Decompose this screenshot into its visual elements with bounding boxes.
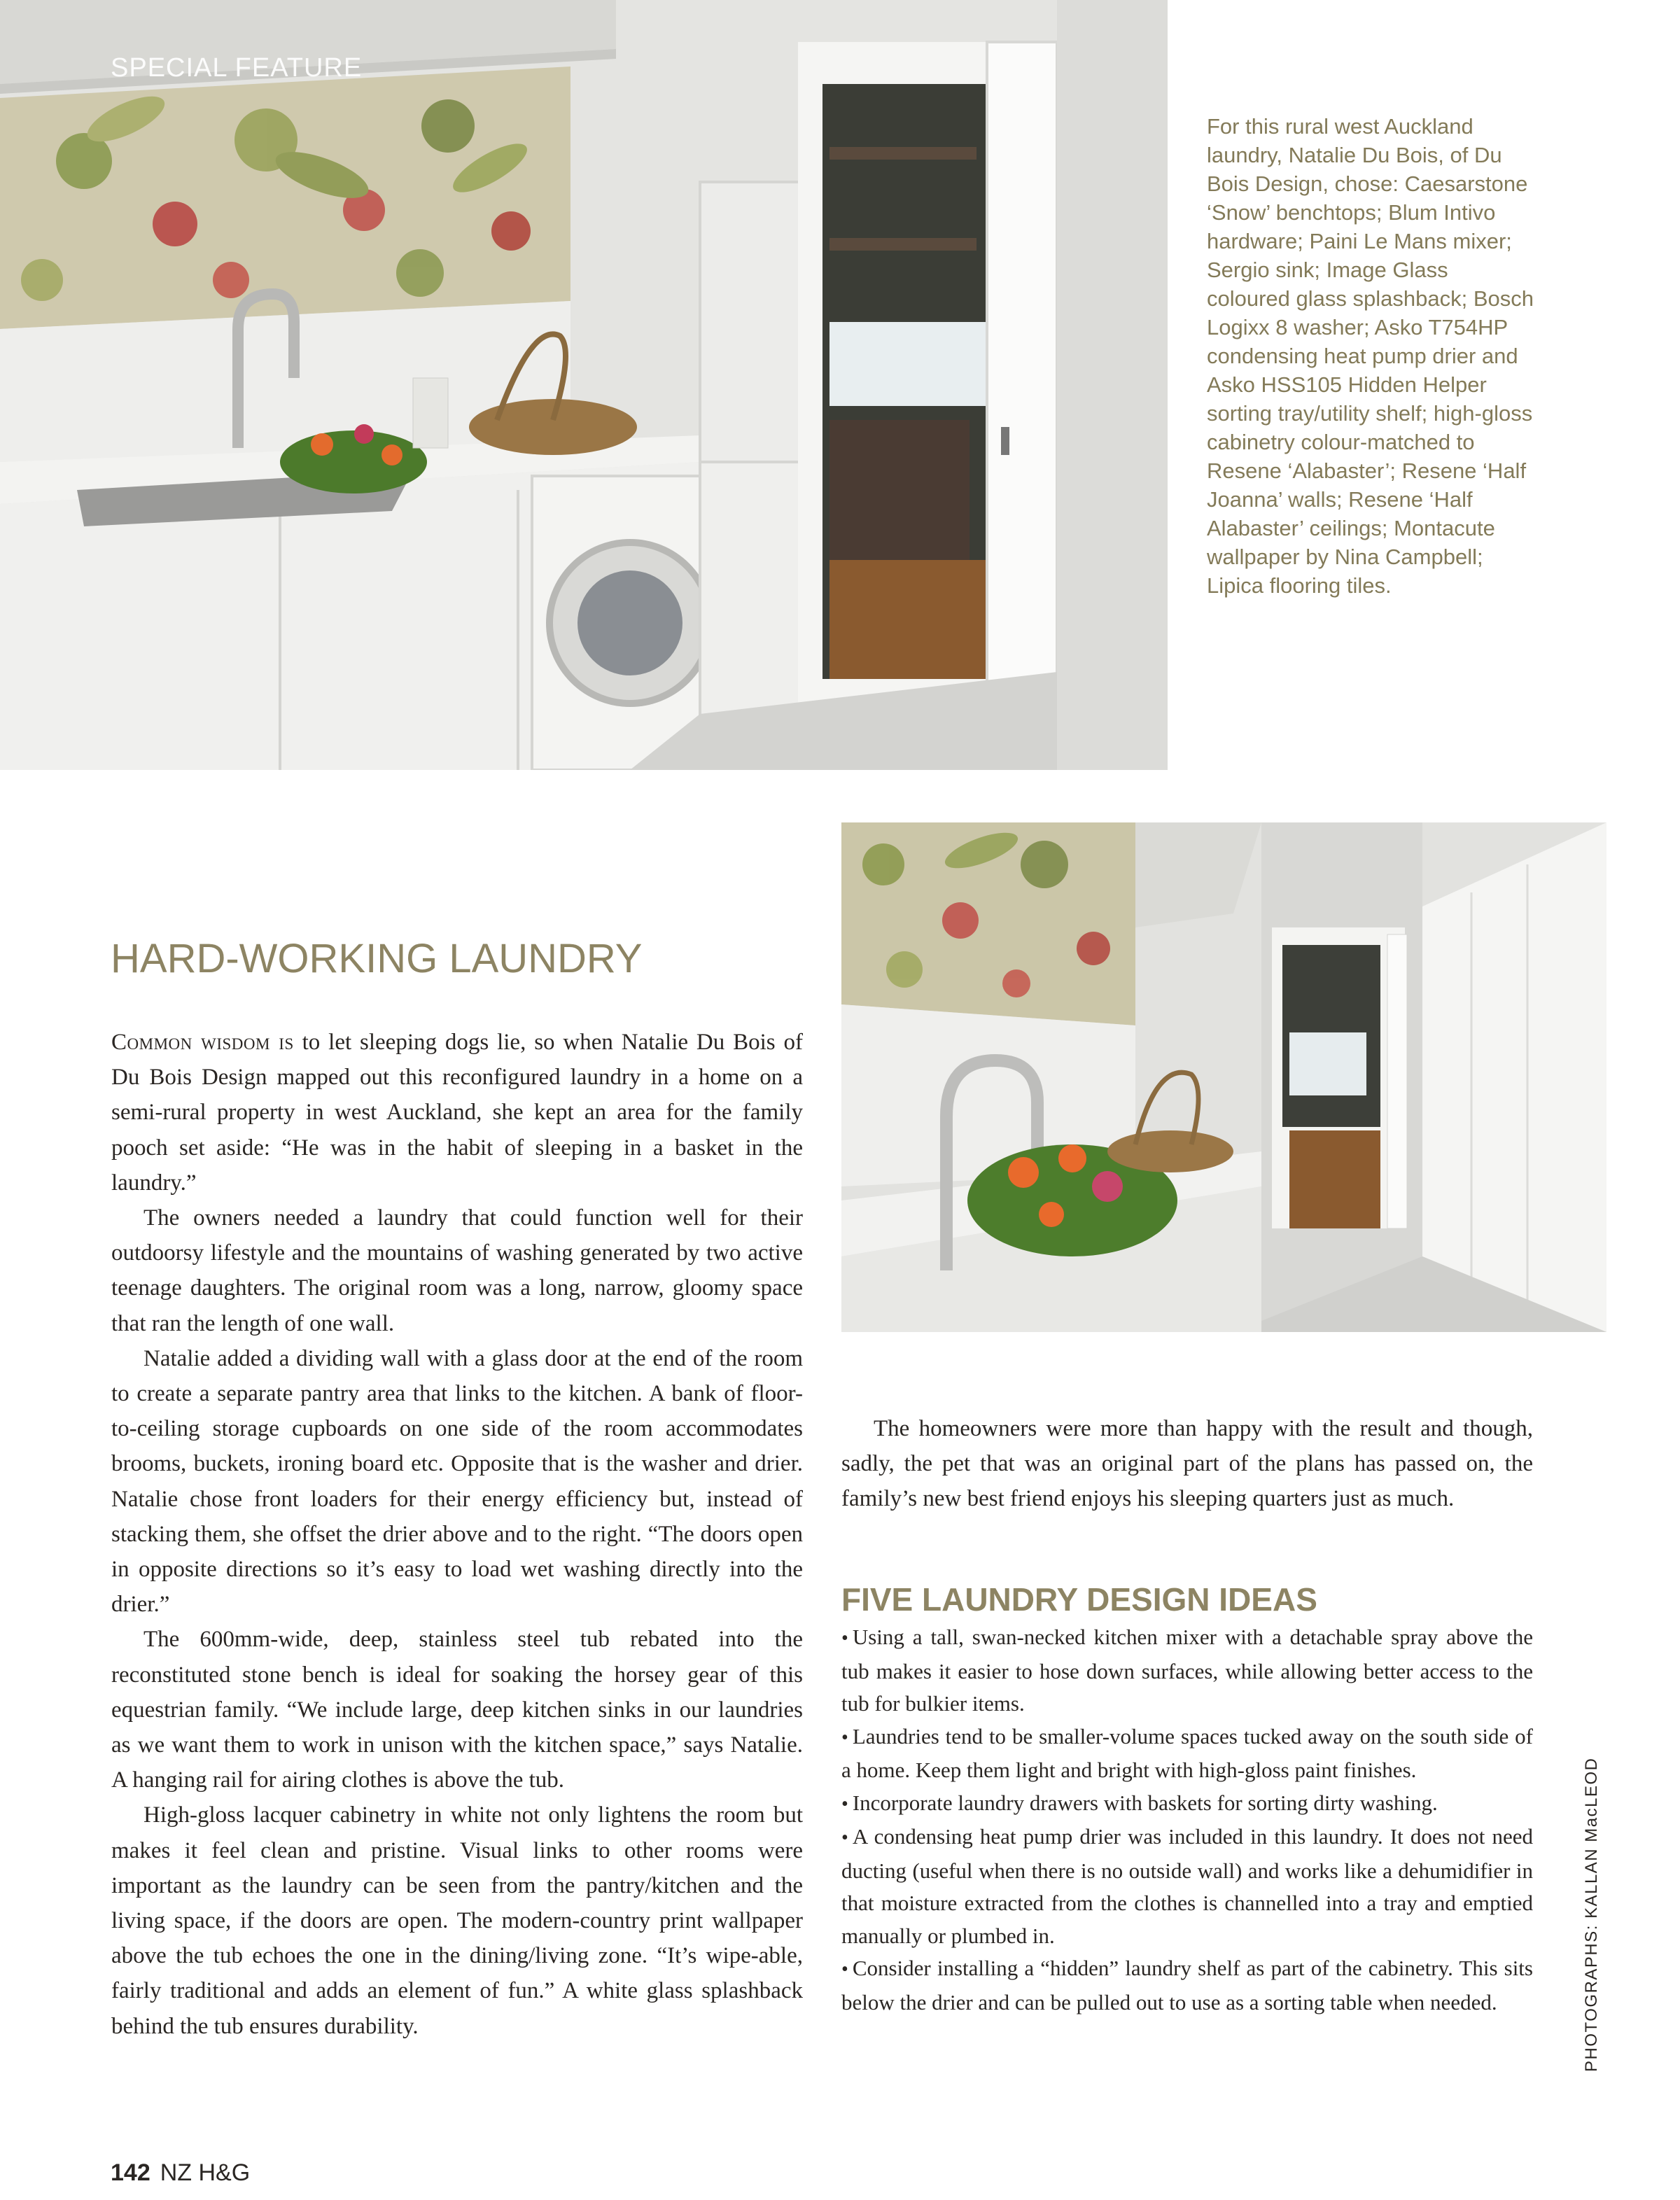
idea-item (841, 1952, 1533, 2019)
bullet-icon: • (841, 1959, 848, 1980)
idea-item (841, 1721, 1533, 1787)
ideas-heading: FIVE LAUNDRY DESIGN IDEAS (841, 1581, 1317, 1618)
body-paragraph-1-text: to let sleeping dogs lie, so when Natalie Du Bois of Du Bois Design mapped out this reconfigured laundry in a home on a semi-rural property in west Auckland, she kept an area for the family pooch set aside: “He was in the habit of sleeping in a basket in the laundry.” (111, 1030, 803, 1196)
body-paragraph-3: Natalie added a dividing wall with a glass door at the end of the room to create a separate pantry area that links to the kitchen. A bank of floor-to-ceiling storage cupboards on one side of the room accommodates brooms, buckets, ironing board etc. Opposite that is the washer and drier. Natalie chose front loaders for their energy efficiency but, instead of stacking them, she offset the drier above and to the right. “The doors open in opposite directions so it’s easy to load wet washing directly into the drier.” (111, 1345, 803, 1618)
article-body-left (111, 1025, 803, 2044)
idea-text: Incorporate laundry drawers with baskets for sorting dirty washing. (852, 1790, 1438, 1815)
body-paragraph-1 (111, 1025, 803, 1200)
page-number: 142 (111, 2159, 150, 2186)
body-paragraph-6: The homeowners were more than happy with the result and though, sadly, the pet that was an original part of the plans has passed on, the family’s new best friend enjoys his sleeping quarters just as much. (841, 1416, 1533, 1512)
body-paragraph-2: The owners needed a laundry that could function well for their outdoorsy lifestyle and the mountains of washing generated by two active teenage daughters. The original room was a long, narrow, gloomy space that ran the length of one wall. (111, 1205, 803, 1336)
idea-item (841, 1821, 1533, 1952)
bullet-icon: • (841, 1627, 848, 1649)
lead-in: Common wisdom is (111, 1030, 294, 1055)
laundry-photo-secondary (841, 822, 1606, 1332)
idea-text: Using a tall, swan-necked kitchen mixer with a detachable spray above the tub makes it easier to hose down surfaces, while allowing better access to the tub for bulkier items. (841, 1625, 1533, 1716)
body-paragraph-4: The 600mm-wide, deep, stainless steel tub rebated into the reconstituted stone bench is ideal for soaking the horsey gear of this equestrian family. “We include large, deep kitchen sinks in our laundries as we want them to work in unison with the kitchen space,” says Natalie. A hanging rail for airing clothes is above the tub. (111, 1627, 803, 1793)
laundry-photo-secondary-illustration (841, 822, 1606, 1332)
bullet-icon: • (841, 1827, 848, 1849)
idea-text: A condensing heat pump drier was included in this laundry. It does not need ducting (useful when there is no outside wall) and works like a dehumidifier in that moisture extracted from the clothes is channelled into a tray and emptied manually or plumbed in. (841, 1824, 1533, 1948)
article-body-right (841, 1411, 1533, 1517)
ideas-list (841, 1621, 1533, 2019)
laundry-photo-main-illustration (0, 0, 1168, 770)
body-paragraph-5: High-gloss lacquer cabinetry in white not only lightens the room but makes it feel clean and pristine. Visual links to other rooms were important as the laundry can be seen from the pantry/kitchen and the living space, if the doors are open. The modern-country print wallpaper above the tub echoes the one in the dining/living zone. “It’s wipe-able, fairly traditional and adds an element of fun.” A white glass splashback behind the tub ensures durability. (111, 1802, 803, 2039)
bullet-icon: • (841, 1726, 848, 1749)
bullet-icon: • (841, 1793, 848, 1815)
idea-text: Consider installing a “hidden” laundry shelf as part of the cabinetry. This sits below the drier and can be pulled out to use as a sorting table when needed. (841, 1956, 1533, 2015)
idea-item (841, 1787, 1533, 1821)
publication-name: NZ H&G (160, 2159, 251, 2186)
photo-credit: PHOTOGRAPHS: KALLAN MacLEOD (1582, 1757, 1601, 2072)
idea-text: Laundries tend to be smaller-volume spaces tucked away on the south side of a home. Keep them light and bright with high-gloss paint finishes. (841, 1723, 1533, 1782)
page-footer (111, 2159, 250, 2187)
photo-caption: For this rural west Auckland laundry, Natalie Du Bois, of Du Bois Design, chose: Caesarstone ‘Snow’ benchtops; Blum Intivo hardware; Paini Le Mans mixer; Sergio sink; Image Glass coloured glass splashback; Bosch Logixx 8 washer; Asko T754HP condensing heat pump drier and Asko HSS105 Hidden Helper sorting tray/utility shelf; high-gloss cabinetry colour-matched to Resene ‘Alabaster’; Resene ‘Half Joanna’ walls; Resene ‘Half Alabaster’ ceilings; Montacute wallpaper by Nina Campbell; Lipica flooring tiles. (1207, 114, 1534, 598)
laundry-photo-main (0, 0, 1168, 770)
section-label: SPECIAL FEATURE (111, 53, 363, 83)
idea-item (841, 1621, 1533, 1721)
article-headline: HARD-WORKING LAUNDRY (111, 936, 643, 981)
